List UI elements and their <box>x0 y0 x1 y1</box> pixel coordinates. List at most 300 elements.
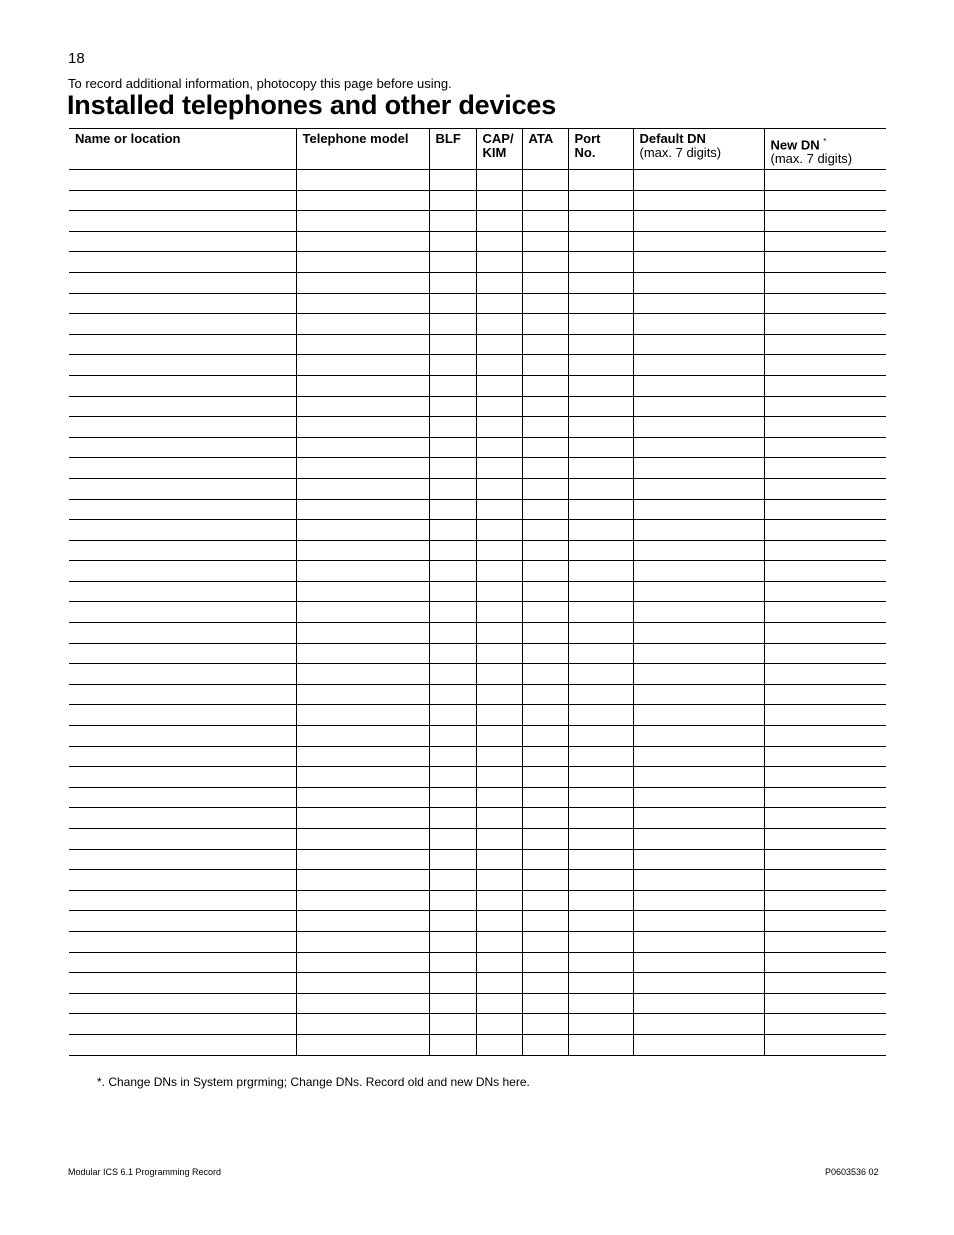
blank-entry-cell[interactable] <box>429 1034 476 1055</box>
blank-entry-cell[interactable] <box>476 952 522 973</box>
blank-entry-cell[interactable] <box>476 211 522 232</box>
blank-entry-cell[interactable] <box>429 623 476 644</box>
blank-entry-cell[interactable] <box>69 231 296 252</box>
blank-entry-cell[interactable] <box>296 520 429 541</box>
blank-entry-cell[interactable] <box>69 870 296 891</box>
blank-entry-cell[interactable] <box>296 808 429 829</box>
blank-entry-cell[interactable] <box>633 808 764 829</box>
blank-entry-cell[interactable] <box>764 911 886 932</box>
blank-entry-cell[interactable] <box>296 272 429 293</box>
blank-entry-cell[interactable] <box>429 664 476 685</box>
blank-entry-cell[interactable] <box>522 973 568 994</box>
blank-entry-cell[interactable] <box>522 293 568 314</box>
blank-entry-cell[interactable] <box>296 870 429 891</box>
blank-entry-cell[interactable] <box>69 993 296 1014</box>
blank-entry-cell[interactable] <box>476 870 522 891</box>
blank-entry-cell[interactable] <box>568 252 633 273</box>
blank-entry-cell[interactable] <box>764 478 886 499</box>
blank-entry-cell[interactable] <box>568 458 633 479</box>
blank-entry-cell[interactable] <box>69 643 296 664</box>
blank-entry-cell[interactable] <box>296 170 429 191</box>
blank-entry-cell[interactable] <box>429 272 476 293</box>
blank-entry-cell[interactable] <box>522 911 568 932</box>
blank-entry-cell[interactable] <box>522 190 568 211</box>
blank-entry-cell[interactable] <box>429 767 476 788</box>
blank-entry-cell[interactable] <box>429 437 476 458</box>
blank-entry-cell[interactable] <box>764 417 886 438</box>
blank-entry-cell[interactable] <box>476 931 522 952</box>
blank-entry-cell[interactable] <box>764 396 886 417</box>
blank-entry-cell[interactable] <box>296 643 429 664</box>
blank-entry-cell[interactable] <box>568 334 633 355</box>
blank-entry-cell[interactable] <box>296 334 429 355</box>
blank-entry-cell[interactable] <box>633 272 764 293</box>
blank-entry-cell[interactable] <box>633 478 764 499</box>
blank-entry-cell[interactable] <box>296 211 429 232</box>
blank-entry-cell[interactable] <box>764 499 886 520</box>
blank-entry-cell[interactable] <box>522 314 568 335</box>
blank-entry-cell[interactable] <box>69 375 296 396</box>
blank-entry-cell[interactable] <box>764 170 886 191</box>
blank-entry-cell[interactable] <box>296 458 429 479</box>
blank-entry-cell[interactable] <box>568 520 633 541</box>
blank-entry-cell[interactable] <box>476 581 522 602</box>
blank-entry-cell[interactable] <box>633 396 764 417</box>
blank-entry-cell[interactable] <box>476 478 522 499</box>
blank-entry-cell[interactable] <box>296 705 429 726</box>
blank-entry-cell[interactable] <box>764 643 886 664</box>
blank-entry-cell[interactable] <box>764 211 886 232</box>
blank-entry-cell[interactable] <box>296 1014 429 1035</box>
blank-entry-cell[interactable] <box>429 211 476 232</box>
blank-entry-cell[interactable] <box>633 726 764 747</box>
blank-entry-cell[interactable] <box>296 499 429 520</box>
blank-entry-cell[interactable] <box>568 1014 633 1035</box>
blank-entry-cell[interactable] <box>522 581 568 602</box>
blank-entry-cell[interactable] <box>296 293 429 314</box>
blank-entry-cell[interactable] <box>568 581 633 602</box>
blank-entry-cell[interactable] <box>476 293 522 314</box>
blank-entry-cell[interactable] <box>568 499 633 520</box>
blank-entry-cell[interactable] <box>633 561 764 582</box>
blank-entry-cell[interactable] <box>296 478 429 499</box>
blank-entry-cell[interactable] <box>69 334 296 355</box>
blank-entry-cell[interactable] <box>296 602 429 623</box>
blank-entry-cell[interactable] <box>476 993 522 1014</box>
blank-entry-cell[interactable] <box>476 355 522 376</box>
blank-entry-cell[interactable] <box>633 746 764 767</box>
blank-entry-cell[interactable] <box>69 911 296 932</box>
blank-entry-cell[interactable] <box>633 252 764 273</box>
blank-entry-cell[interactable] <box>476 746 522 767</box>
blank-entry-cell[interactable] <box>476 334 522 355</box>
blank-entry-cell[interactable] <box>69 355 296 376</box>
blank-entry-cell[interactable] <box>69 726 296 747</box>
blank-entry-cell[interactable] <box>522 726 568 747</box>
blank-entry-cell[interactable] <box>476 375 522 396</box>
blank-entry-cell[interactable] <box>69 973 296 994</box>
blank-entry-cell[interactable] <box>568 726 633 747</box>
blank-entry-cell[interactable] <box>568 973 633 994</box>
blank-entry-cell[interactable] <box>568 623 633 644</box>
blank-entry-cell[interactable] <box>764 581 886 602</box>
blank-entry-cell[interactable] <box>296 684 429 705</box>
blank-entry-cell[interactable] <box>522 396 568 417</box>
blank-entry-cell[interactable] <box>568 417 633 438</box>
blank-entry-cell[interactable] <box>522 211 568 232</box>
blank-entry-cell[interactable] <box>568 829 633 850</box>
blank-entry-cell[interactable] <box>429 396 476 417</box>
blank-entry-cell[interactable] <box>429 520 476 541</box>
blank-entry-cell[interactable] <box>522 499 568 520</box>
blank-entry-cell[interactable] <box>522 375 568 396</box>
blank-entry-cell[interactable] <box>764 355 886 376</box>
blank-entry-cell[interactable] <box>764 726 886 747</box>
blank-entry-cell[interactable] <box>568 602 633 623</box>
blank-entry-cell[interactable] <box>476 561 522 582</box>
blank-entry-cell[interactable] <box>633 973 764 994</box>
blank-entry-cell[interactable] <box>633 952 764 973</box>
blank-entry-cell[interactable] <box>764 808 886 829</box>
blank-entry-cell[interactable] <box>296 973 429 994</box>
blank-entry-cell[interactable] <box>568 1034 633 1055</box>
blank-entry-cell[interactable] <box>633 520 764 541</box>
blank-entry-cell[interactable] <box>69 664 296 685</box>
blank-entry-cell[interactable] <box>429 993 476 1014</box>
blank-entry-cell[interactable] <box>764 705 886 726</box>
blank-entry-cell[interactable] <box>764 746 886 767</box>
blank-entry-cell[interactable] <box>296 437 429 458</box>
blank-entry-cell[interactable] <box>568 170 633 191</box>
blank-entry-cell[interactable] <box>429 705 476 726</box>
blank-entry-cell[interactable] <box>568 437 633 458</box>
blank-entry-cell[interactable] <box>522 437 568 458</box>
blank-entry-cell[interactable] <box>764 375 886 396</box>
blank-entry-cell[interactable] <box>568 870 633 891</box>
blank-entry-cell[interactable] <box>568 540 633 561</box>
blank-entry-cell[interactable] <box>568 705 633 726</box>
blank-entry-cell[interactable] <box>633 417 764 438</box>
blank-entry-cell[interactable] <box>633 602 764 623</box>
blank-entry-cell[interactable] <box>429 870 476 891</box>
blank-entry-cell[interactable] <box>296 623 429 644</box>
blank-entry-cell[interactable] <box>69 581 296 602</box>
blank-entry-cell[interactable] <box>568 211 633 232</box>
blank-entry-cell[interactable] <box>522 170 568 191</box>
blank-entry-cell[interactable] <box>568 911 633 932</box>
blank-entry-cell[interactable] <box>633 993 764 1014</box>
blank-entry-cell[interactable] <box>69 478 296 499</box>
blank-entry-cell[interactable] <box>764 849 886 870</box>
blank-entry-cell[interactable] <box>69 211 296 232</box>
blank-entry-cell[interactable] <box>764 334 886 355</box>
blank-entry-cell[interactable] <box>633 931 764 952</box>
blank-entry-cell[interactable] <box>69 190 296 211</box>
blank-entry-cell[interactable] <box>476 231 522 252</box>
blank-entry-cell[interactable] <box>296 993 429 1014</box>
blank-entry-cell[interactable] <box>476 1014 522 1035</box>
blank-entry-cell[interactable] <box>568 849 633 870</box>
blank-entry-cell[interactable] <box>764 437 886 458</box>
blank-entry-cell[interactable] <box>69 252 296 273</box>
blank-entry-cell[interactable] <box>633 829 764 850</box>
blank-entry-cell[interactable] <box>69 520 296 541</box>
blank-entry-cell[interactable] <box>568 890 633 911</box>
blank-entry-cell[interactable] <box>429 787 476 808</box>
blank-entry-cell[interactable] <box>764 684 886 705</box>
blank-entry-cell[interactable] <box>633 334 764 355</box>
blank-entry-cell[interactable] <box>69 272 296 293</box>
blank-entry-cell[interactable] <box>69 1034 296 1055</box>
blank-entry-cell[interactable] <box>429 684 476 705</box>
blank-entry-cell[interactable] <box>764 1034 886 1055</box>
blank-entry-cell[interactable] <box>69 1014 296 1035</box>
blank-entry-cell[interactable] <box>764 561 886 582</box>
blank-entry-cell[interactable] <box>429 561 476 582</box>
blank-entry-cell[interactable] <box>69 458 296 479</box>
blank-entry-cell[interactable] <box>633 623 764 644</box>
blank-entry-cell[interactable] <box>568 190 633 211</box>
blank-entry-cell[interactable] <box>522 417 568 438</box>
blank-entry-cell[interactable] <box>568 478 633 499</box>
blank-entry-cell[interactable] <box>429 890 476 911</box>
blank-entry-cell[interactable] <box>476 684 522 705</box>
blank-entry-cell[interactable] <box>633 540 764 561</box>
blank-entry-cell[interactable] <box>476 808 522 829</box>
blank-entry-cell[interactable] <box>69 787 296 808</box>
blank-entry-cell[interactable] <box>522 540 568 561</box>
blank-entry-cell[interactable] <box>429 252 476 273</box>
blank-entry-cell[interactable] <box>429 231 476 252</box>
blank-entry-cell[interactable] <box>296 746 429 767</box>
blank-entry-cell[interactable] <box>429 602 476 623</box>
blank-entry-cell[interactable] <box>568 808 633 829</box>
blank-entry-cell[interactable] <box>429 849 476 870</box>
blank-entry-cell[interactable] <box>429 808 476 829</box>
blank-entry-cell[interactable] <box>429 746 476 767</box>
blank-entry-cell[interactable] <box>296 890 429 911</box>
blank-entry-cell[interactable] <box>296 231 429 252</box>
blank-entry-cell[interactable] <box>522 952 568 973</box>
blank-entry-cell[interactable] <box>429 458 476 479</box>
blank-entry-cell[interactable] <box>764 767 886 788</box>
blank-entry-cell[interactable] <box>69 396 296 417</box>
blank-entry-cell[interactable] <box>522 1014 568 1035</box>
blank-entry-cell[interactable] <box>69 684 296 705</box>
blank-entry-cell[interactable] <box>429 726 476 747</box>
blank-entry-cell[interactable] <box>476 314 522 335</box>
blank-entry-cell[interactable] <box>476 602 522 623</box>
blank-entry-cell[interactable] <box>633 849 764 870</box>
blank-entry-cell[interactable] <box>633 684 764 705</box>
blank-entry-cell[interactable] <box>764 870 886 891</box>
blank-entry-cell[interactable] <box>476 911 522 932</box>
blank-entry-cell[interactable] <box>522 767 568 788</box>
blank-entry-cell[interactable] <box>568 684 633 705</box>
blank-entry-cell[interactable] <box>296 540 429 561</box>
blank-entry-cell[interactable] <box>476 623 522 644</box>
blank-entry-cell[interactable] <box>429 643 476 664</box>
blank-entry-cell[interactable] <box>764 314 886 335</box>
blank-entry-cell[interactable] <box>296 931 429 952</box>
blank-entry-cell[interactable] <box>69 170 296 191</box>
blank-entry-cell[interactable] <box>429 931 476 952</box>
blank-entry-cell[interactable] <box>568 561 633 582</box>
blank-entry-cell[interactable] <box>296 375 429 396</box>
blank-entry-cell[interactable] <box>568 664 633 685</box>
blank-entry-cell[interactable] <box>568 952 633 973</box>
blank-entry-cell[interactable] <box>633 581 764 602</box>
blank-entry-cell[interactable] <box>633 1014 764 1035</box>
blank-entry-cell[interactable] <box>476 190 522 211</box>
blank-entry-cell[interactable] <box>764 890 886 911</box>
blank-entry-cell[interactable] <box>633 1034 764 1055</box>
blank-entry-cell[interactable] <box>429 170 476 191</box>
blank-entry-cell[interactable] <box>476 458 522 479</box>
blank-entry-cell[interactable] <box>764 458 886 479</box>
blank-entry-cell[interactable] <box>296 952 429 973</box>
blank-entry-cell[interactable] <box>429 314 476 335</box>
blank-entry-cell[interactable] <box>633 355 764 376</box>
blank-entry-cell[interactable] <box>429 911 476 932</box>
blank-entry-cell[interactable] <box>633 170 764 191</box>
blank-entry-cell[interactable] <box>429 499 476 520</box>
blank-entry-cell[interactable] <box>522 602 568 623</box>
blank-entry-cell[interactable] <box>522 1034 568 1055</box>
blank-entry-cell[interactable] <box>429 334 476 355</box>
blank-entry-cell[interactable] <box>296 1034 429 1055</box>
blank-entry-cell[interactable] <box>476 272 522 293</box>
blank-entry-cell[interactable] <box>568 643 633 664</box>
blank-entry-cell[interactable] <box>476 499 522 520</box>
blank-entry-cell[interactable] <box>522 643 568 664</box>
blank-entry-cell[interactable] <box>764 787 886 808</box>
blank-entry-cell[interactable] <box>296 911 429 932</box>
blank-entry-cell[interactable] <box>633 458 764 479</box>
blank-entry-cell[interactable] <box>429 540 476 561</box>
blank-entry-cell[interactable] <box>568 375 633 396</box>
blank-entry-cell[interactable] <box>764 931 886 952</box>
blank-entry-cell[interactable] <box>633 911 764 932</box>
blank-entry-cell[interactable] <box>522 993 568 1014</box>
blank-entry-cell[interactable] <box>522 870 568 891</box>
blank-entry-cell[interactable] <box>69 746 296 767</box>
blank-entry-cell[interactable] <box>296 314 429 335</box>
blank-entry-cell[interactable] <box>764 952 886 973</box>
blank-entry-cell[interactable] <box>522 252 568 273</box>
blank-entry-cell[interactable] <box>764 293 886 314</box>
blank-entry-cell[interactable] <box>764 272 886 293</box>
blank-entry-cell[interactable] <box>476 1034 522 1055</box>
blank-entry-cell[interactable] <box>568 231 633 252</box>
blank-entry-cell[interactable] <box>522 520 568 541</box>
blank-entry-cell[interactable] <box>522 231 568 252</box>
blank-entry-cell[interactable] <box>522 787 568 808</box>
blank-entry-cell[interactable] <box>633 437 764 458</box>
blank-entry-cell[interactable] <box>633 890 764 911</box>
blank-entry-cell[interactable] <box>633 787 764 808</box>
blank-entry-cell[interactable] <box>522 664 568 685</box>
blank-entry-cell[interactable] <box>476 437 522 458</box>
blank-entry-cell[interactable] <box>522 849 568 870</box>
blank-entry-cell[interactable] <box>476 890 522 911</box>
blank-entry-cell[interactable] <box>633 211 764 232</box>
blank-entry-cell[interactable] <box>522 561 568 582</box>
blank-entry-cell[interactable] <box>764 231 886 252</box>
blank-entry-cell[interactable] <box>522 829 568 850</box>
blank-entry-cell[interactable] <box>69 808 296 829</box>
blank-entry-cell[interactable] <box>522 334 568 355</box>
blank-entry-cell[interactable] <box>429 478 476 499</box>
blank-entry-cell[interactable] <box>296 355 429 376</box>
blank-entry-cell[interactable] <box>476 252 522 273</box>
blank-entry-cell[interactable] <box>429 973 476 994</box>
blank-entry-cell[interactable] <box>522 684 568 705</box>
blank-entry-cell[interactable] <box>633 870 764 891</box>
blank-entry-cell[interactable] <box>429 581 476 602</box>
blank-entry-cell[interactable] <box>69 602 296 623</box>
blank-entry-cell[interactable] <box>476 540 522 561</box>
blank-entry-cell[interactable] <box>476 664 522 685</box>
blank-entry-cell[interactable] <box>764 829 886 850</box>
blank-entry-cell[interactable] <box>633 293 764 314</box>
blank-entry-cell[interactable] <box>522 478 568 499</box>
blank-entry-cell[interactable] <box>429 1014 476 1035</box>
blank-entry-cell[interactable] <box>764 664 886 685</box>
blank-entry-cell[interactable] <box>69 293 296 314</box>
blank-entry-cell[interactable] <box>522 808 568 829</box>
blank-entry-cell[interactable] <box>476 643 522 664</box>
blank-entry-cell[interactable] <box>69 952 296 973</box>
blank-entry-cell[interactable] <box>69 623 296 644</box>
blank-entry-cell[interactable] <box>296 396 429 417</box>
blank-entry-cell[interactable] <box>764 190 886 211</box>
blank-entry-cell[interactable] <box>429 190 476 211</box>
blank-entry-cell[interactable] <box>296 252 429 273</box>
blank-entry-cell[interactable] <box>296 829 429 850</box>
blank-entry-cell[interactable] <box>522 931 568 952</box>
blank-entry-cell[interactable] <box>476 520 522 541</box>
blank-entry-cell[interactable] <box>69 314 296 335</box>
blank-entry-cell[interactable] <box>568 931 633 952</box>
blank-entry-cell[interactable] <box>69 561 296 582</box>
blank-entry-cell[interactable] <box>568 293 633 314</box>
blank-entry-cell[interactable] <box>633 314 764 335</box>
blank-entry-cell[interactable] <box>476 726 522 747</box>
blank-entry-cell[interactable] <box>764 623 886 644</box>
blank-entry-cell[interactable] <box>296 417 429 438</box>
blank-entry-cell[interactable] <box>69 499 296 520</box>
blank-entry-cell[interactable] <box>568 396 633 417</box>
blank-entry-cell[interactable] <box>296 664 429 685</box>
blank-entry-cell[interactable] <box>633 231 764 252</box>
blank-entry-cell[interactable] <box>764 993 886 1014</box>
blank-entry-cell[interactable] <box>476 829 522 850</box>
blank-entry-cell[interactable] <box>296 581 429 602</box>
blank-entry-cell[interactable] <box>764 1014 886 1035</box>
blank-entry-cell[interactable] <box>476 767 522 788</box>
blank-entry-cell[interactable] <box>429 952 476 973</box>
blank-entry-cell[interactable] <box>476 417 522 438</box>
blank-entry-cell[interactable] <box>69 829 296 850</box>
blank-entry-cell[interactable] <box>296 726 429 747</box>
blank-entry-cell[interactable] <box>522 272 568 293</box>
blank-entry-cell[interactable] <box>69 767 296 788</box>
blank-entry-cell[interactable] <box>522 458 568 479</box>
blank-entry-cell[interactable] <box>568 746 633 767</box>
blank-entry-cell[interactable] <box>764 520 886 541</box>
blank-entry-cell[interactable] <box>429 293 476 314</box>
